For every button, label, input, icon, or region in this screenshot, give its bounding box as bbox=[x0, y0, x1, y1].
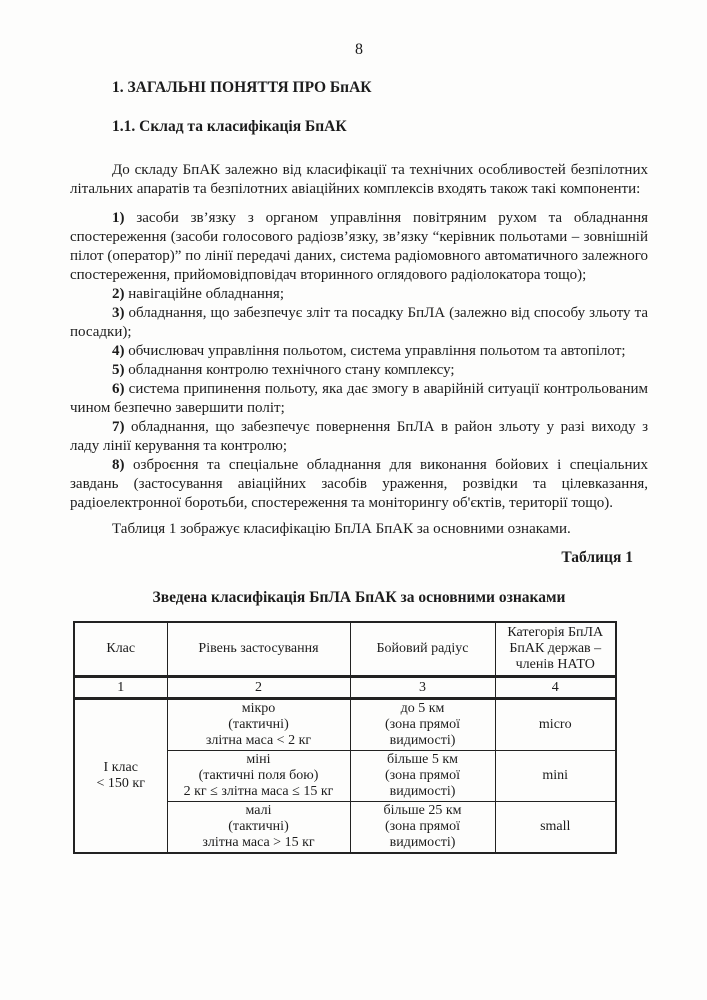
table-intro-text: Таблиця 1 зображує класифікацію БпЛА БпАК за основними ознаками. bbox=[112, 521, 571, 537]
components-list bbox=[70, 209, 648, 513]
list-item-number: 4) bbox=[112, 343, 125, 359]
column-number: 3 bbox=[350, 677, 495, 699]
radius-line: (зона прямої bbox=[385, 768, 460, 783]
column-numbers-row bbox=[74, 677, 616, 699]
level-line: (тактичні) bbox=[228, 819, 289, 834]
list-item bbox=[70, 380, 648, 418]
radius-cell bbox=[350, 699, 495, 751]
nato-category-cell: mini bbox=[495, 751, 616, 802]
list-item-text: обладнання контролю технічного стану комплексу; bbox=[124, 362, 455, 378]
list-item bbox=[70, 209, 648, 285]
classification-table bbox=[73, 621, 617, 854]
table-row-micro bbox=[74, 699, 616, 751]
radius-line: до 5 км bbox=[400, 701, 445, 716]
column-number: 2 bbox=[167, 677, 350, 699]
level-line: злітна маса > 15 кг bbox=[202, 835, 315, 850]
nato-category-cell: small bbox=[495, 802, 616, 854]
list-item bbox=[70, 361, 648, 380]
list-item-text: система припинення польоту, яка дає змогу в аварійній ситуації контрольованим чином безпечно завершити політ; bbox=[70, 381, 648, 416]
list-item bbox=[70, 418, 648, 456]
level-cell bbox=[167, 751, 350, 802]
radius-line: видимості) bbox=[389, 733, 456, 748]
list-item-text: засоби зв’язку з органом управління повітряним рухом та обладнання спостереження (засоби голосового радіозв’язку, зв’язку “керівник польотами – зовнішній пілот (оператор)” по лінії передачі даних, система радіомовного автоматичного залежного спостереження, прийомовідповідач вторинного оглядового радіолокатора тощо); bbox=[70, 210, 648, 283]
class-line: < 150 кг bbox=[96, 776, 145, 791]
header-cell-class: Клас bbox=[74, 622, 167, 677]
table-intro-paragraph bbox=[70, 520, 648, 539]
column-number: 1 bbox=[74, 677, 167, 699]
level-line: (тактичні поля бою) bbox=[198, 768, 319, 783]
radius-line: (зона прямої bbox=[385, 717, 460, 732]
level-line: міні bbox=[246, 752, 271, 767]
level-cell bbox=[167, 802, 350, 854]
radius-line: видимості) bbox=[389, 784, 456, 799]
class-cell bbox=[74, 699, 167, 854]
radius-line: (зона прямої bbox=[385, 819, 460, 834]
list-item bbox=[70, 456, 648, 513]
section-heading: 1.1. Склад та класифікація БпАК bbox=[112, 118, 347, 135]
header-cell-nato: Категорія БпЛА БпАК держав – членів НАТО bbox=[495, 622, 616, 677]
level-line: малі bbox=[245, 803, 272, 818]
list-item-number: 7) bbox=[112, 419, 125, 435]
chapter-heading: 1. ЗАГАЛЬНІ ПОНЯТТЯ ПРО БпАК bbox=[112, 79, 372, 96]
header-cell-radius: Бойовий радіус bbox=[350, 622, 495, 677]
list-item bbox=[70, 342, 648, 361]
radius-line: більше 5 км bbox=[386, 752, 459, 767]
list-item bbox=[70, 304, 648, 342]
class-line: І клас bbox=[103, 760, 138, 775]
list-item-text: обладнання, що забезпечує зліт та посадку БпЛА (залежно від способу зльоту та посадки); bbox=[70, 305, 648, 340]
radius-line: видимості) bbox=[389, 835, 456, 850]
level-line: злітна маса < 2 кг bbox=[205, 733, 312, 748]
list-item-text: озброєння та спеціальне обладнання для виконання бойових і спеціальних завдань (застосування авіаційних засобів ураження, розвідки та цілевказання, радіоелектронної боротьби, спостереження та моніторингу об'єктів, території тощо). bbox=[70, 457, 648, 511]
list-item-number: 2) bbox=[112, 286, 125, 302]
page-number: 8 bbox=[355, 41, 363, 58]
list-item-text: навігаційне обладнання; bbox=[124, 286, 284, 302]
list-item-text: обладнання, що забезпечує повернення БпЛА в район зльоту у разі виходу з ладу лінії керування та контролю; bbox=[70, 419, 648, 454]
table-label: Таблиця 1 bbox=[561, 549, 633, 566]
list-item-text: обчислювач управління польотом, система управління польотом та автопілот; bbox=[124, 343, 626, 359]
nato-category-cell: micro bbox=[495, 699, 616, 751]
intro-paragraph bbox=[70, 161, 648, 199]
intro-text: До складу БпАК залежно від класифікації та технічних особливостей безпілотних літальних апаратів та безпілотних авіаційних комплексів входять також такі компоненти: bbox=[70, 162, 648, 197]
level-line: мікро bbox=[241, 701, 276, 716]
header-cell-level: Рівень застосування bbox=[167, 622, 350, 677]
level-cell bbox=[167, 699, 350, 751]
table-header-row bbox=[74, 622, 616, 677]
list-item-number: 6) bbox=[112, 381, 125, 397]
list-item bbox=[70, 285, 648, 304]
radius-cell bbox=[350, 751, 495, 802]
column-number: 4 bbox=[495, 677, 616, 699]
table-caption: Зведена класифікація БпЛА БпАК за основними ознаками bbox=[152, 589, 566, 606]
radius-cell bbox=[350, 802, 495, 854]
level-line: 2 кг ≤ злітна маса ≤ 15 кг bbox=[183, 784, 334, 799]
list-item-number: 3) bbox=[112, 305, 125, 321]
list-item-number: 5) bbox=[112, 362, 125, 378]
list-item-number: 8) bbox=[112, 457, 125, 473]
level-line: (тактичні) bbox=[228, 717, 289, 732]
list-item-number: 1) bbox=[112, 210, 125, 226]
radius-line: більше 25 км bbox=[383, 803, 462, 818]
